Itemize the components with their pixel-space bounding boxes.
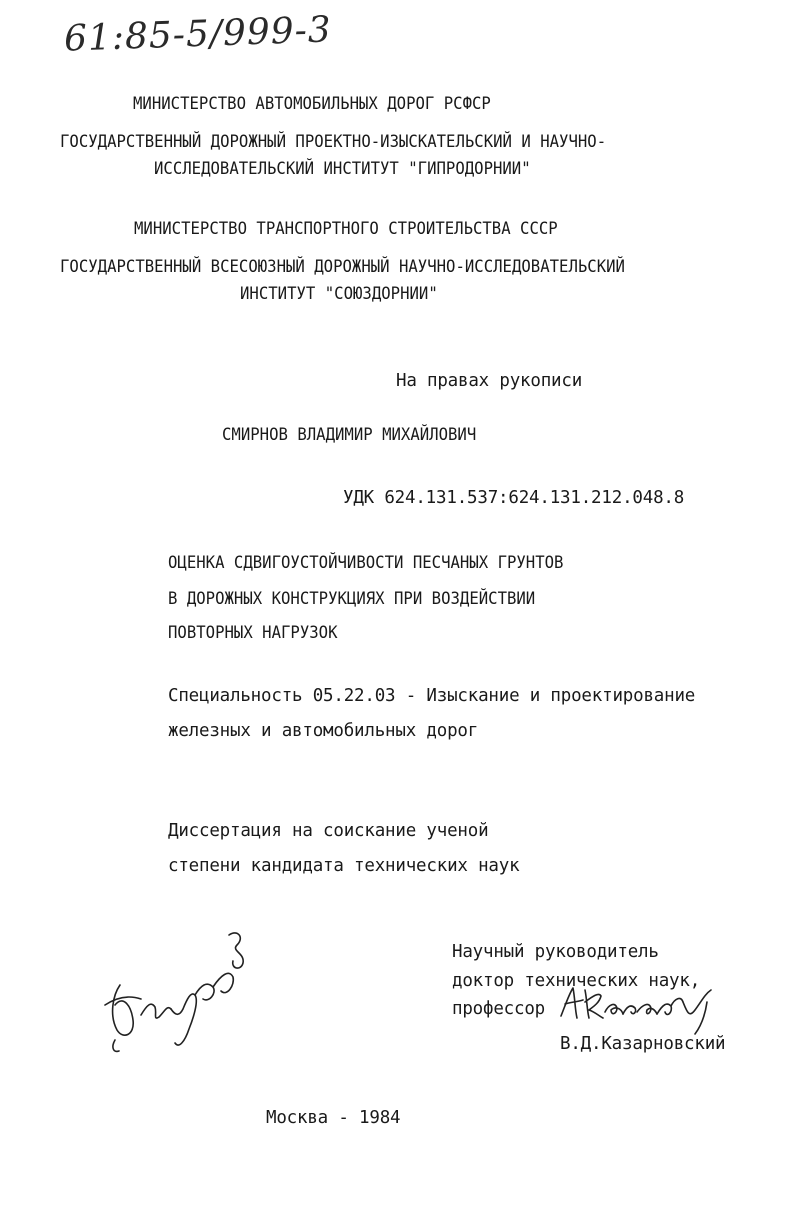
specialty-line2: железных и автомобильных дорог <box>168 721 479 741</box>
header2-line2: ГОСУДАРСТВЕННЫЙ ВСЕСОЮЗНЫЙ ДОРОЖНЫЙ НАУЧНО-ИССЛЕДОВАТЕЛЬСКИЙ <box>60 257 625 277</box>
archive-code: 61:85-5/999-3 <box>63 9 333 60</box>
supervisor-line3: профессор <box>452 999 546 1019</box>
supervisor-signature-image <box>555 982 720 1037</box>
author-name: СМИРНОВ ВЛАДИМИР МИХАЙЛОВИЧ <box>222 425 477 445</box>
header1-line1: МИНИСТЕРСТВО АВТОМОБИЛЬНЫХ ДОРОГ РСФСР <box>133 94 491 114</box>
title-line2: В ДОРОЖНЫХ КОНСТРУКЦИЯХ ПРИ ВОЗДЕЙСТВИИ <box>168 589 536 609</box>
supervisor-line1: Научный руководитель <box>452 942 659 962</box>
place-year: Москва - 1984 <box>266 1108 401 1128</box>
supervisor-name: В.Д.Казарновский <box>560 1034 726 1054</box>
dissertation-line2: степени кандидата технических наук <box>168 856 520 876</box>
title-line1: ОЦЕНКА СДВИГОУСТОЙЧИВОСТИ ПЕСЧАНЫХ ГРУНТОВ <box>168 553 564 573</box>
udk-code: УДК 624.131.537:624.131.212.048.8 <box>343 488 685 508</box>
header2-line1: МИНИСТЕРСТВО ТРАНСПОРТНОГО СТРОИТЕЛЬСТВА СССР <box>134 219 558 239</box>
manuscript-note: На правах рукописи <box>396 371 583 391</box>
specialty-line1: Специальность 05.22.03 - Изыскание и проектирование <box>168 686 696 706</box>
title-line3: ПОВТОРНЫХ НАГРУЗОК <box>168 623 338 643</box>
header1-line3: ИССЛЕДОВАТЕЛЬСКИЙ ИНСТИТУТ "ГИПРОДОРНИИ" <box>154 159 531 179</box>
author-signature-image <box>95 925 255 1060</box>
header2-line3: ИНСТИТУТ "СОЮЗДОРНИИ" <box>240 284 438 304</box>
header1-line2: ГОСУДАРСТВЕННЫЙ ДОРОЖНЫЙ ПРОЕКТНО-ИЗЫСКАТЕЛЬСКИЙ И НАУЧНО- <box>60 132 607 152</box>
supervisor-line2: доктор технических наук, <box>452 971 701 991</box>
dissertation-line1: Диссертация на соискание ученой <box>168 821 489 841</box>
